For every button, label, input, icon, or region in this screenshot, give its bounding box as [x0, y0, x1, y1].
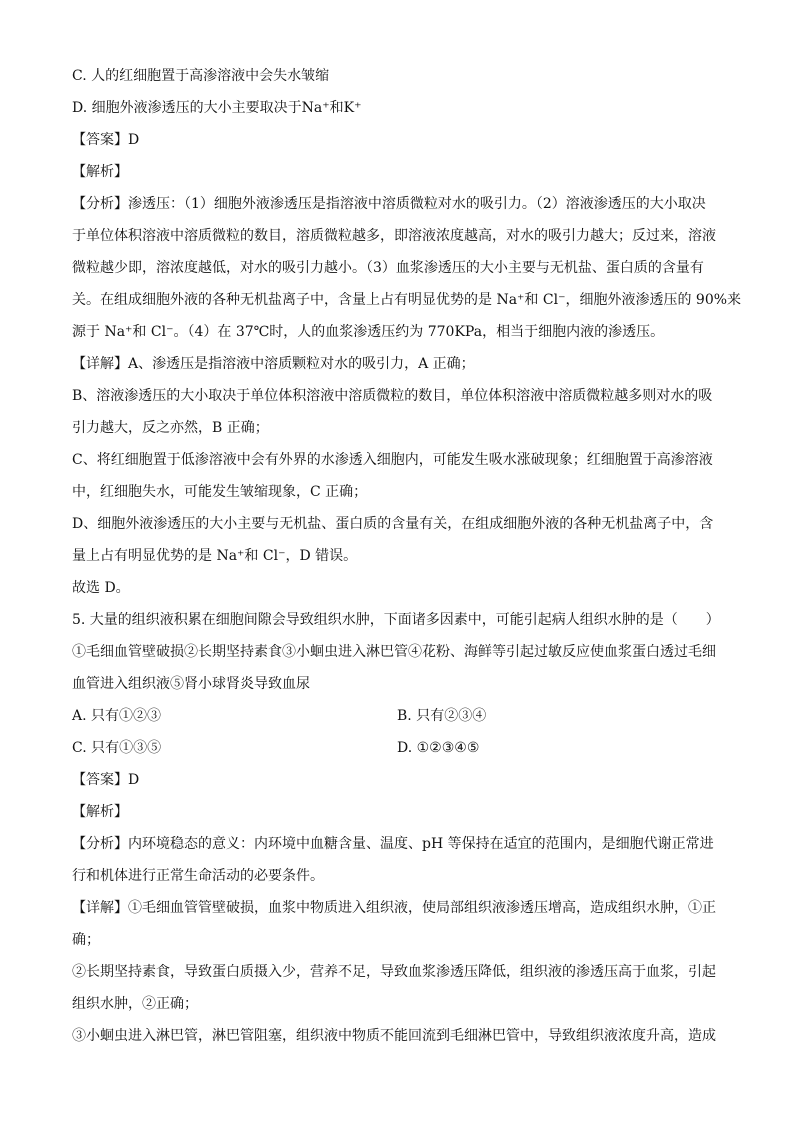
option-d-line: D. 细胞外液渗透压的大小主要取决于Na⁺和K⁺: [72, 100, 362, 116]
text-line: 源于 Na⁺和 Cl⁻。（4）在 37℃时，人的血浆渗透压约为 770KPa，相当于细胞内液的渗透压。: [72, 324, 665, 340]
question-5-items: ①毛细血管壁破损②长期坚持素食③小蛔虫进入淋巴管④花粉、海鲜等引起过敏反应使血浆蛋白透过毛细: [72, 644, 716, 660]
text-line: 组织水肿，②正确；: [72, 996, 198, 1012]
text-line: 【详解】①毛细血管管壁破损，血浆中物质进入组织液，使局部组织液渗透压增高，造成组织水肿，①正: [72, 900, 716, 916]
text-line: 关。在组成细胞外液的各种无机盐离子中，含量上占有明显优势的是 Na⁺和 Cl⁻，细胞外液渗透压的 90%来: [72, 292, 742, 308]
text-line: ③小蛔虫进入淋巴管，淋巴管阻塞，组织液中物质不能回流到毛细淋巴管中，导致组织液浓度升高，造成: [72, 1028, 716, 1044]
text-line: 确；: [72, 932, 100, 948]
text-line: 于单位体积溶液中溶质微粒的数目，溶质微粒越多，即溶液浓度越高，对水的吸引力越大；反过来，溶液: [72, 228, 716, 244]
text-line: 量上占有明显优势的是 Na⁺和 Cl⁻，D 错误。: [72, 548, 358, 564]
option-c: C. 只有①③⑤: [72, 740, 162, 756]
analysis-label: 【解析】: [72, 164, 128, 180]
option-d: D. ①②③④⑤: [397, 740, 480, 756]
text-line: 中，红细胞失水，可能发生皱缩现象，C 正确；: [72, 484, 368, 500]
option-c-line: C. 人的红细胞置于高渗溶液中会失水皱缩: [72, 68, 330, 84]
answer-label: 【答案】D: [72, 132, 140, 148]
text-line: 微粒越少即，溶浓度越低，对水的吸引力越小。（3）血浆渗透压的大小主要与无机盐、蛋白质的含量有: [72, 260, 704, 276]
text-line: D、细胞外液渗透压的大小主要与无机盐、蛋白质的含量有关，在组成细胞外液的各种无机盐离子中，含: [72, 516, 714, 532]
question-5-stem: 5. 大量的组织液积累在细胞间隙会导致组织水肿，下面诸多因素中，可能引起病人组织水肿的是（ ）: [72, 612, 720, 628]
analysis-label: 【解析】: [72, 804, 128, 820]
text-line: 故选 D。: [72, 580, 130, 596]
answer-label: 【答案】D: [72, 772, 140, 788]
text-line: 【分析】渗透压：（1）细胞外液渗透压是指溶液中溶质微粒对水的吸引力。（2）溶液渗透压的大小取决: [72, 196, 706, 212]
option-b: B. 只有②③④: [397, 708, 487, 724]
text-line: 引力越大，反之亦然，B 正确；: [72, 420, 269, 436]
text-line: 行和机体进行正常生命活动的必要条件。: [72, 868, 324, 884]
text-line: ②长期坚持素食，导致蛋白质摄入少，营养不足，导致血浆渗透压降低，组织液的渗透压高于血浆，引起: [72, 964, 716, 980]
text-line: C、将红细胞置于低渗溶液中会有外界的水渗透入细胞内，可能发生吸水涨破现象；红细胞置于高渗溶液: [72, 452, 713, 468]
option-a: A. 只有①②③: [72, 708, 162, 724]
text-line: 【分析】内环境稳态的意义：内环境中血糖含量、温度、pH 等保持在适宜的范围内，是细胞代谢正常进: [72, 836, 714, 852]
text-line: 【详解】A、渗透压是指溶液中溶质颗粒对水的吸引力，A 正确；: [72, 356, 475, 372]
question-5-items: 血管进入组织液⑤肾小球肾炎导致血尿: [72, 676, 310, 692]
text-line: B、溶液渗透压的大小取决于单位体积溶液中溶质微粒的数目，单位体积溶液中溶质微粒越多则对水的吸: [72, 388, 713, 404]
